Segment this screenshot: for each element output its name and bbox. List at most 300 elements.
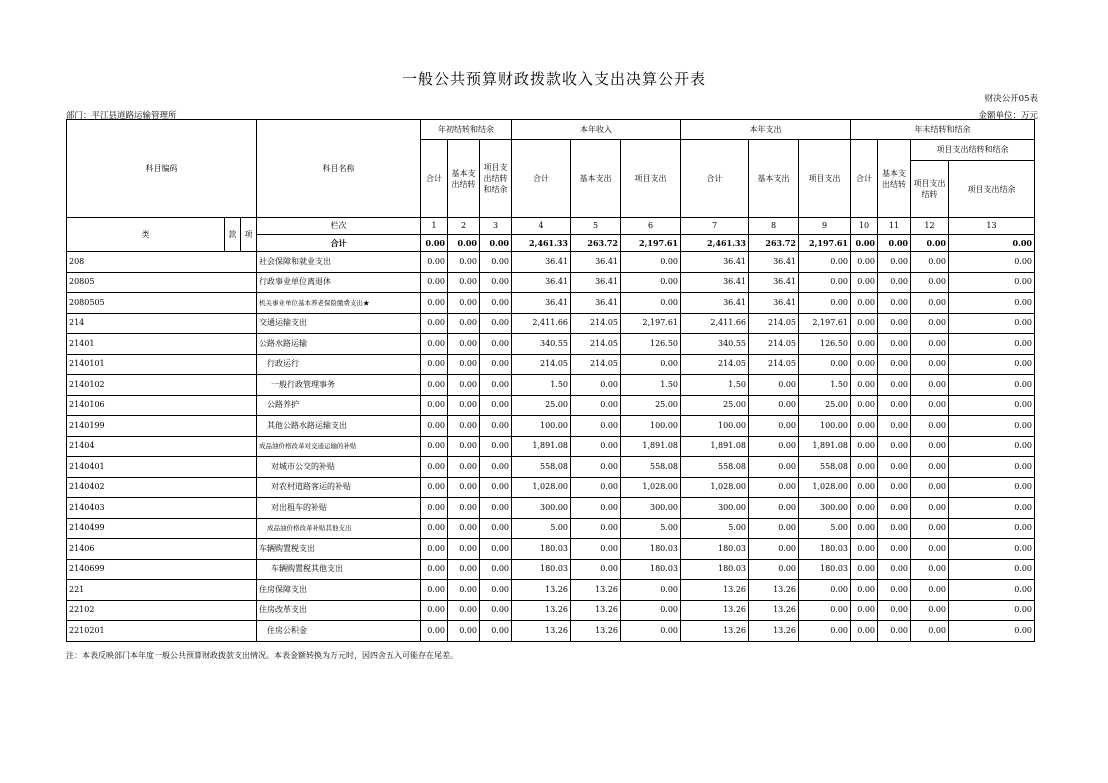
amount-cell: 13.26: [512, 580, 571, 601]
form-number: 财决公开05表: [984, 94, 1038, 104]
amount-cell: 0.00: [799, 621, 851, 642]
amount-cell: 0.00: [911, 334, 949, 355]
subject-code: 2080505: [67, 293, 257, 314]
page-title: 一般公共预算财政拨款收入支出决算公开表: [401, 70, 706, 88]
amount-cell: 0.00: [749, 559, 799, 580]
amount-cell: 0.00: [571, 375, 621, 396]
amount-cell: 0.00: [949, 498, 1035, 519]
amount-cell: 0.00: [480, 600, 512, 621]
total-value: 0.00: [949, 235, 1035, 252]
subject-code: 21401: [67, 334, 257, 355]
header-closing-basic: 基本支出结转: [878, 140, 911, 218]
subject-name: 机关事业单位基本养老保险缴费支出★: [257, 293, 421, 314]
subject-name: 其他公路水路运输支出: [257, 416, 421, 437]
amount-cell: 0.00: [421, 621, 448, 642]
amount-cell: 36.41: [749, 252, 799, 273]
amount-cell: 25.00: [512, 395, 571, 416]
amount-cell: 0.00: [878, 518, 911, 539]
amount-cell: 0.00: [571, 518, 621, 539]
subject-code: 2140401: [67, 457, 257, 478]
amount-cell: 0.00: [448, 395, 480, 416]
amount-cell: 0.00: [911, 498, 949, 519]
amount-cell: 180.03: [681, 539, 749, 560]
amount-cell: 0.00: [421, 252, 448, 273]
amount-cell: 0.00: [851, 436, 878, 457]
amount-cell: 0.00: [421, 559, 448, 580]
subject-code: 214: [67, 313, 257, 334]
header-group-opening: 年初结转和结余: [421, 120, 512, 140]
amount-cell: 0.00: [448, 375, 480, 396]
col-number: 11: [878, 218, 911, 235]
col-number: 5: [571, 218, 621, 235]
amount-cell: 0.00: [480, 559, 512, 580]
amount-cell: 2,197.61: [799, 313, 851, 334]
amount-cell: 13.26: [749, 600, 799, 621]
amount-cell: 0.00: [448, 559, 480, 580]
total-value: 0.00: [421, 235, 448, 252]
amount-cell: 0.00: [749, 518, 799, 539]
col-number: 9: [799, 218, 851, 235]
col-number: 10: [851, 218, 878, 235]
amount-cell: 0.00: [799, 580, 851, 601]
amount-cell: 0.00: [621, 600, 681, 621]
amount-cell: 13.26: [749, 621, 799, 642]
header-expense-total: 合计: [681, 140, 749, 218]
subject-name: 公路水路运输: [257, 334, 421, 355]
amount-cell: 0.00: [949, 580, 1035, 601]
amount-cell: 0.00: [911, 252, 949, 273]
header-expense-basic: 基本支出: [749, 140, 799, 218]
table-row: [67, 375, 1035, 396]
table-row: [67, 580, 1035, 601]
amount-cell: 0.00: [448, 580, 480, 601]
header-project-exp-carry: 项目支出结转: [911, 161, 949, 218]
amount-cell: 0.00: [749, 457, 799, 478]
header-kuan: 款: [225, 218, 241, 252]
col-number: 1: [421, 218, 448, 235]
amount-cell: 340.55: [681, 334, 749, 355]
amount-cell: 0.00: [749, 477, 799, 498]
amount-cell: 0.00: [621, 580, 681, 601]
amount-cell: 0.00: [448, 272, 480, 293]
table-row: [67, 293, 1035, 314]
header-project-closing-group: 项目支出结转和结余: [911, 140, 1035, 161]
amount-cell: 0.00: [949, 334, 1035, 355]
header-group-closing: 年末结转和结余: [851, 120, 1035, 140]
amount-cell: 0.00: [911, 293, 949, 314]
amount-cell: 0.00: [949, 395, 1035, 416]
subject-name: 成品油价格改革对交通运输的补贴: [257, 436, 421, 457]
header-income-project: 项目支出: [621, 140, 681, 218]
subject-code: 21406: [67, 539, 257, 560]
total-value: 2,461.33: [512, 235, 571, 252]
amount-cell: 0.00: [448, 539, 480, 560]
amount-cell: 13.26: [681, 621, 749, 642]
amount-cell: 0.00: [421, 539, 448, 560]
amount-cell: 0.00: [878, 621, 911, 642]
amount-cell: 1,028.00: [799, 477, 851, 498]
amount-cell: 5.00: [799, 518, 851, 539]
table-row: [67, 334, 1035, 355]
header-subject-code: 科目编码: [67, 120, 257, 218]
total-value: 0.00: [911, 235, 949, 252]
amount-cell: 25.00: [799, 395, 851, 416]
col-number: 6: [621, 218, 681, 235]
amount-cell: 0.00: [949, 313, 1035, 334]
amount-cell: 558.08: [512, 457, 571, 478]
amount-cell: 0.00: [911, 416, 949, 437]
amount-cell: 0.00: [911, 272, 949, 293]
amount-cell: 1.50: [621, 375, 681, 396]
amount-cell: 0.00: [448, 252, 480, 273]
amount-cell: 0.00: [911, 580, 949, 601]
amount-cell: 0.00: [878, 354, 911, 375]
amount-cell: 0.00: [480, 293, 512, 314]
amount-cell: 300.00: [621, 498, 681, 519]
table-row: [67, 272, 1035, 293]
amount-cell: 0.00: [851, 559, 878, 580]
amount-cell: 0.00: [749, 539, 799, 560]
table-row: [67, 395, 1035, 416]
amount-cell: 180.03: [681, 559, 749, 580]
amount-cell: 13.26: [571, 600, 621, 621]
table-row: [67, 416, 1035, 437]
amount-cell: 0.00: [421, 313, 448, 334]
amount-cell: 1,891.08: [512, 436, 571, 457]
amount-cell: 36.41: [512, 272, 571, 293]
amount-cell: 180.03: [799, 539, 851, 560]
amount-cell: 0.00: [621, 272, 681, 293]
amount-cell: 36.41: [681, 272, 749, 293]
amount-cell: 0.00: [480, 272, 512, 293]
header-opening-basic: 基本支出结转: [448, 140, 480, 218]
amount-cell: 0.00: [480, 334, 512, 355]
amount-cell: 180.03: [512, 539, 571, 560]
amount-cell: 13.26: [681, 580, 749, 601]
amount-cell: 36.41: [681, 293, 749, 314]
amount-cell: 0.00: [911, 621, 949, 642]
amount-cell: 100.00: [681, 416, 749, 437]
amount-cell: 0.00: [749, 395, 799, 416]
amount-cell: 0.00: [911, 354, 949, 375]
amount-cell: 13.26: [512, 621, 571, 642]
amount-cell: 0.00: [448, 334, 480, 355]
subject-code: 2140102: [67, 375, 257, 396]
amount-cell: 13.26: [571, 621, 621, 642]
amount-cell: 0.00: [851, 457, 878, 478]
amount-cell: 180.03: [799, 559, 851, 580]
amount-cell: 0.00: [480, 457, 512, 478]
amount-cell: 558.08: [621, 457, 681, 478]
amount-cell: 0.00: [878, 252, 911, 273]
amount-cell: 0.00: [421, 395, 448, 416]
amount-cell: 214.05: [749, 354, 799, 375]
budget-table: [66, 119, 1035, 642]
amount-cell: 0.00: [749, 375, 799, 396]
amount-cell: 0.00: [878, 293, 911, 314]
amount-cell: 0.00: [480, 580, 512, 601]
col-number: 7: [681, 218, 749, 235]
amount-cell: 0.00: [749, 416, 799, 437]
footnote: 注：本表反映部门本年度一般公共预算财政拨款支出情况。本表金额转换为万元时，因四舍五入可能存在尾差。: [66, 651, 458, 660]
amount-cell: 180.03: [621, 559, 681, 580]
amount-cell: 0.00: [421, 272, 448, 293]
amount-cell: 0.00: [621, 293, 681, 314]
amount-cell: 0.00: [949, 621, 1035, 642]
amount-cell: 340.55: [512, 334, 571, 355]
amount-cell: 0.00: [851, 621, 878, 642]
amount-cell: 0.00: [480, 252, 512, 273]
amount-cell: 0.00: [421, 518, 448, 539]
amount-cell: 0.00: [448, 477, 480, 498]
amount-cell: 5.00: [512, 518, 571, 539]
col-number: 13: [949, 218, 1035, 235]
amount-cell: 36.41: [571, 293, 621, 314]
amount-cell: 214.05: [749, 313, 799, 334]
table-row: [67, 457, 1035, 478]
subject-code: 2140403: [67, 498, 257, 519]
header-expense-project: 项目支出: [799, 140, 851, 218]
subject-name: 住房改革支出: [257, 600, 421, 621]
header-group-income: 本年收入: [512, 120, 681, 140]
amount-cell: 0.00: [911, 375, 949, 396]
amount-cell: 0.00: [949, 293, 1035, 314]
header-opening-total: 合计: [421, 140, 448, 218]
col-number: 12: [911, 218, 949, 235]
subject-name: 对农村道路客运的补贴: [257, 477, 421, 498]
amount-cell: 0.00: [421, 354, 448, 375]
subject-name: 一般行政管理事务: [257, 375, 421, 396]
col-number: 4: [512, 218, 571, 235]
amount-cell: 0.00: [851, 293, 878, 314]
amount-cell: 0.00: [911, 518, 949, 539]
total-value: 263.72: [571, 235, 621, 252]
amount-cell: 214.05: [571, 313, 621, 334]
amount-cell: 0.00: [448, 498, 480, 519]
table-row: [67, 252, 1035, 273]
amount-cell: 0.00: [621, 354, 681, 375]
col-number: 8: [749, 218, 799, 235]
amount-cell: 0.00: [480, 498, 512, 519]
amount-cell: 36.41: [749, 272, 799, 293]
amount-cell: 0.00: [480, 518, 512, 539]
table-row: [67, 539, 1035, 560]
amount-cell: 0.00: [851, 539, 878, 560]
amount-cell: 126.50: [799, 334, 851, 355]
amount-cell: 0.00: [421, 436, 448, 457]
amount-cell: 0.00: [799, 354, 851, 375]
amount-cell: 13.26: [749, 580, 799, 601]
amount-cell: 0.00: [911, 477, 949, 498]
amount-cell: 0.00: [851, 354, 878, 375]
header-subject-name: 科目名称: [257, 120, 421, 218]
amount-cell: 100.00: [621, 416, 681, 437]
amount-cell: 214.05: [749, 334, 799, 355]
total-label: 合计: [257, 235, 421, 252]
table-row: [67, 621, 1035, 642]
amount-cell: 1,028.00: [621, 477, 681, 498]
amount-cell: 300.00: [512, 498, 571, 519]
amount-cell: 0.00: [949, 477, 1035, 498]
header-project-balance: 项目支出结余: [949, 161, 1035, 218]
amount-cell: 0.00: [571, 436, 621, 457]
amount-cell: 0.00: [911, 600, 949, 621]
amount-cell: 0.00: [949, 518, 1035, 539]
amount-cell: 0.00: [421, 580, 448, 601]
amount-cell: 0.00: [851, 498, 878, 519]
total-value: 0.00: [878, 235, 911, 252]
amount-cell: 0.00: [878, 416, 911, 437]
amount-cell: 0.00: [949, 559, 1035, 580]
total-value: 0.00: [480, 235, 512, 252]
amount-cell: 0.00: [421, 477, 448, 498]
amount-cell: 0.00: [480, 395, 512, 416]
amount-cell: 0.00: [571, 416, 621, 437]
amount-cell: 2,411.66: [512, 313, 571, 334]
subject-code: 2140199: [67, 416, 257, 437]
amount-cell: 0.00: [448, 518, 480, 539]
amount-cell: 0.00: [480, 436, 512, 457]
total-value: 2,197.61: [799, 235, 851, 252]
department-label: 部门：平江县道路运输管理所: [66, 111, 177, 121]
subject-name: 成品油价格改革补贴其他支出: [257, 518, 421, 539]
subject-name: 住房公积金: [257, 621, 421, 642]
amount-cell: 1,891.08: [681, 436, 749, 457]
amount-cell: 1,028.00: [681, 477, 749, 498]
amount-cell: 0.00: [421, 600, 448, 621]
subject-code: 2140402: [67, 477, 257, 498]
subject-name: 车辆购置税其他支出: [257, 559, 421, 580]
amount-cell: 0.00: [878, 395, 911, 416]
amount-cell: 36.41: [571, 272, 621, 293]
amount-cell: 0.00: [448, 600, 480, 621]
amount-cell: 0.00: [911, 436, 949, 457]
amount-cell: 100.00: [799, 416, 851, 437]
amount-cell: 0.00: [421, 457, 448, 478]
amount-cell: 1,891.08: [799, 436, 851, 457]
amount-cell: 36.41: [512, 252, 571, 273]
subject-code: 2140699: [67, 559, 257, 580]
amount-cell: 0.00: [878, 498, 911, 519]
amount-cell: 0.00: [851, 334, 878, 355]
amount-cell: 0.00: [571, 539, 621, 560]
amount-cell: 2,411.66: [681, 313, 749, 334]
subject-name: 社会保障和就业支出: [257, 252, 421, 273]
amount-cell: 0.00: [421, 334, 448, 355]
amount-cell: 0.00: [421, 293, 448, 314]
subject-code: 208: [67, 252, 257, 273]
amount-cell: 0.00: [421, 375, 448, 396]
amount-cell: 0.00: [878, 334, 911, 355]
amount-cell: 0.00: [448, 457, 480, 478]
table-row: [67, 477, 1035, 498]
table-row: [67, 559, 1035, 580]
amount-cell: 0.00: [799, 272, 851, 293]
amount-cell: 558.08: [799, 457, 851, 478]
amount-cell: 0.00: [911, 539, 949, 560]
amount-cell: 0.00: [851, 416, 878, 437]
amount-cell: 0.00: [878, 457, 911, 478]
amount-cell: 0.00: [949, 457, 1035, 478]
amount-cell: 0.00: [448, 416, 480, 437]
amount-cell: 0.00: [480, 416, 512, 437]
amount-cell: 1.50: [512, 375, 571, 396]
header-group-expense: 本年支出: [681, 120, 851, 140]
amount-cell: 0.00: [480, 313, 512, 334]
amount-cell: 0.00: [949, 600, 1035, 621]
amount-cell: 0.00: [448, 313, 480, 334]
amount-cell: 0.00: [911, 395, 949, 416]
amount-cell: 300.00: [681, 498, 749, 519]
amount-cell: 0.00: [621, 621, 681, 642]
subject-code: 221: [67, 580, 257, 601]
amount-cell: 0.00: [878, 313, 911, 334]
amount-cell: 0.00: [949, 416, 1035, 437]
amount-cell: 1.50: [799, 375, 851, 396]
table-header: [67, 120, 1035, 252]
amount-cell: 1.50: [681, 375, 749, 396]
total-value: 2,197.61: [621, 235, 681, 252]
amount-cell: 0.00: [949, 272, 1035, 293]
amount-cell: 214.05: [681, 354, 749, 375]
amount-cell: 0.00: [878, 600, 911, 621]
amount-cell: 0.00: [851, 252, 878, 273]
amount-cell: 5.00: [681, 518, 749, 539]
table-row: [67, 354, 1035, 375]
amount-cell: 0.00: [571, 395, 621, 416]
amount-cell: 300.00: [799, 498, 851, 519]
total-value: 263.72: [749, 235, 799, 252]
amount-cell: 0.00: [851, 395, 878, 416]
total-value: 2,461.33: [681, 235, 749, 252]
subject-code: 2140499: [67, 518, 257, 539]
amount-cell: 0.00: [878, 559, 911, 580]
table-row: [67, 313, 1035, 334]
amount-cell: 558.08: [681, 457, 749, 478]
amount-cell: 0.00: [448, 436, 480, 457]
subject-code: 2140101: [67, 354, 257, 375]
subject-name: 住房保障支出: [257, 580, 421, 601]
amount-cell: 0.00: [851, 600, 878, 621]
amount-cell: 1,028.00: [512, 477, 571, 498]
amount-cell: 0.00: [878, 477, 911, 498]
amount-cell: 0.00: [621, 252, 681, 273]
amount-cell: 214.05: [571, 354, 621, 375]
amount-cell: 25.00: [681, 395, 749, 416]
amount-cell: 36.41: [571, 252, 621, 273]
amount-cell: 0.00: [878, 272, 911, 293]
amount-cell: 0.00: [878, 436, 911, 457]
amount-cell: 0.00: [878, 539, 911, 560]
subject-name: 交通运输支出: [257, 313, 421, 334]
amount-cell: 0.00: [911, 457, 949, 478]
amount-cell: 0.00: [749, 498, 799, 519]
amount-cell: 0.00: [448, 354, 480, 375]
amount-cell: 0.00: [851, 272, 878, 293]
subject-name: 公路养护: [257, 395, 421, 416]
amount-cell: 0.00: [480, 539, 512, 560]
subject-code: 21404: [67, 436, 257, 457]
col-number: 3: [480, 218, 512, 235]
amount-cell: 0.00: [878, 375, 911, 396]
amount-cell: 36.41: [512, 293, 571, 314]
subject-code: 2210201: [67, 621, 257, 642]
total-value: 0.00: [448, 235, 480, 252]
amount-cell: 100.00: [512, 416, 571, 437]
subject-name: 对城市公交的补贴: [257, 457, 421, 478]
amount-cell: 0.00: [799, 252, 851, 273]
table-row: [67, 600, 1035, 621]
